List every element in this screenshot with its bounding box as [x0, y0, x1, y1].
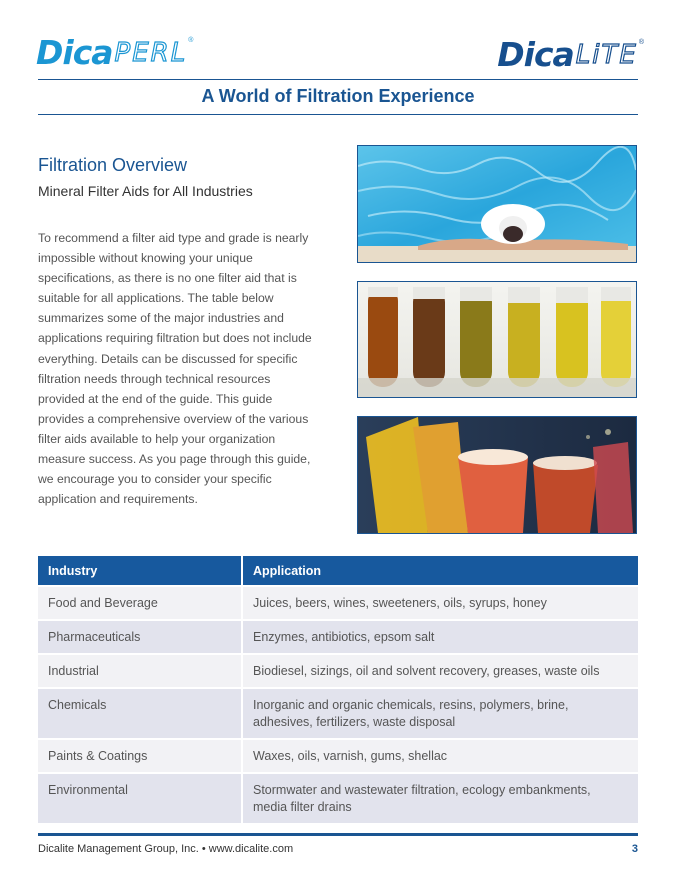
table-cell-industry: Food and Beverage	[38, 586, 242, 620]
table-cell-industry: Paints & Coatings	[38, 739, 242, 773]
table-row	[38, 688, 638, 739]
logo-right-prefix: Dica	[497, 35, 574, 74]
dicaperl-logo	[36, 33, 194, 72]
page-number: 3	[631, 843, 638, 855]
table-cell-industry: Chemicals	[38, 688, 242, 739]
table-cell-industry: Pharmaceuticals	[38, 620, 242, 654]
section-subtitle: Mineral Filter Aids for All Industries	[38, 183, 253, 199]
logo-left-registered-mark: ®	[188, 37, 194, 44]
footer-divider	[38, 833, 638, 836]
table-cell-application: Waxes, oils, varnish, gums, shellac	[242, 739, 638, 773]
table-cell-application: Juices, beers, wines, sweeteners, oils, syrups, honey	[242, 586, 638, 620]
logo-right-suffix: LiTE	[575, 40, 638, 70]
section-title: Filtration Overview	[38, 155, 188, 175]
table-header-row	[38, 556, 638, 586]
header-divider-bottom	[38, 114, 638, 115]
logo-left-prefix: Dica	[36, 33, 113, 72]
table-header-application: Application	[242, 556, 638, 586]
table-cell-industry: Industrial	[38, 654, 242, 688]
swimming-pool-photo	[357, 145, 637, 263]
footer-company-info: Dicalite Management Group, Inc. • www.dicalite.com	[38, 843, 294, 855]
table-cell-industry: Environmental	[38, 773, 242, 823]
table-cell-application: Stormwater and wastewater filtration, ecology embankments, media filter drains	[242, 773, 638, 823]
industry-application-table	[38, 556, 638, 823]
table-row	[38, 773, 638, 823]
table-cell-application: Inorganic and organic chemicals, resins, polymers, brine, adhesives, fertilizers, waste disposal	[242, 688, 638, 739]
dicalite-logo	[497, 35, 644, 74]
beer-glasses-photo	[357, 416, 637, 534]
test-tubes-photo	[357, 281, 637, 398]
table-row	[38, 654, 638, 688]
table-row	[38, 586, 638, 620]
table-row	[38, 739, 638, 773]
logo-left-suffix: PERL	[114, 38, 188, 68]
table-row	[38, 620, 638, 654]
overview-paragraph: To recommend a filter aid type and grade is nearly impossible without knowing your unique specifications, as there is no one filter aid that is suitable for all applications. The table below summarizes some of the major industries and applications requiring filtration but does not include everything. Details can be discussed for specific filtration needs through technical resources provided at the end of the guide. This guide provides a comprehensive overview of the various filter aids available to help your organization measure success. As you page through this guide, we encourage you to consider your specific application and requirements.	[38, 231, 312, 507]
page-tagline: A World of Filtration Experience	[201, 86, 475, 106]
table-header-industry: Industry	[38, 556, 242, 586]
table-cell-application: Enzymes, antibiotics, epsom salt	[242, 620, 638, 654]
logo-right-registered-mark: ®	[638, 39, 644, 46]
table-cell-application: Biodiesel, sizings, oil and solvent recovery, greases, waste oils	[242, 654, 638, 688]
header-divider-top	[38, 79, 638, 80]
